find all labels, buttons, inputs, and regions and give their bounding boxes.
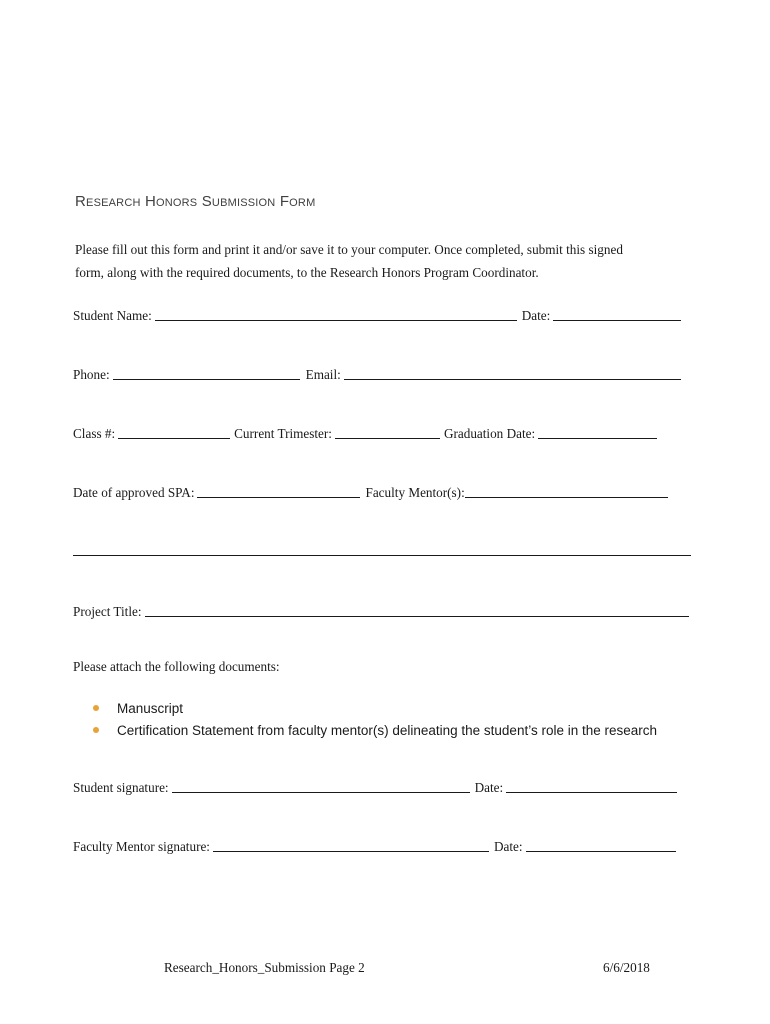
mentor-signature-date-label: Date: [493, 839, 523, 854]
student-signature-field[interactable] [172, 780, 470, 793]
student-name-field[interactable] [155, 308, 517, 321]
student-name-label: Student Name: [73, 308, 152, 323]
date-field[interactable] [553, 308, 681, 321]
phone-email-row [73, 363, 681, 383]
faculty-mentor-signature-label: Faculty Mentor signature: [73, 839, 210, 854]
project-title-field[interactable] [145, 604, 689, 617]
phone-label: Phone: [73, 367, 110, 382]
faculty-mentor-signature-field[interactable] [213, 839, 489, 852]
student-signature-date-field[interactable] [506, 780, 677, 793]
email-field[interactable] [344, 367, 681, 380]
list-item [93, 719, 657, 741]
graduation-date-field[interactable] [538, 426, 657, 439]
intro-line-2: form, along with the required documents, to the Research Honors Program Coordinator. [75, 265, 539, 280]
attachment-certification-statement: Certification Statement from faculty mentor(s) delineating the student’s role in the research [117, 722, 658, 738]
intro-text [75, 238, 705, 284]
class-number-field[interactable] [118, 426, 230, 439]
mentor-signature-row [73, 835, 676, 855]
current-trimester-label: Current Trimester: [234, 426, 332, 441]
student-signature-row [73, 776, 677, 796]
faculty-mentors-continuation-field[interactable] [73, 555, 691, 556]
bullet-icon [93, 705, 99, 711]
student-name-row [73, 304, 681, 324]
spa-mentor-row [73, 481, 668, 501]
attachment-manuscript: Manuscript [117, 700, 184, 716]
mentor-signature-date-field[interactable] [526, 839, 676, 852]
approved-spa-date-field[interactable] [197, 485, 360, 498]
email-label: Email: [305, 367, 341, 382]
project-title-label: Project Title: [73, 604, 142, 619]
class-number-label: Class #: [73, 426, 116, 441]
faculty-mentors-label: Faculty Mentor(s): [365, 485, 465, 500]
form-title: Research Honors Submission Form [75, 193, 316, 210]
list-item [93, 697, 657, 719]
intro-line-1: Please fill out this form and print it and/or save it to your computer. Once completed, submit this signed [75, 242, 623, 257]
class-row [73, 422, 657, 442]
attachments-heading: Please attach the following documents: [73, 659, 280, 674]
date-label: Date: [521, 308, 551, 323]
faculty-mentors-field[interactable] [465, 485, 668, 498]
graduation-date-label: Graduation Date: [443, 426, 536, 441]
project-title-row [73, 600, 689, 620]
student-signature-date-label: Date: [474, 780, 504, 795]
approved-spa-date-label: Date of approved SPA: [73, 485, 195, 500]
bullet-icon [93, 727, 99, 733]
footer-date: 6/6/2018 [603, 960, 650, 975]
footer-document-name: Research_Honors_Submission Page 2 [164, 960, 365, 975]
attachments-list [93, 697, 657, 741]
phone-field[interactable] [113, 367, 300, 380]
current-trimester-field[interactable] [335, 426, 440, 439]
student-signature-label: Student signature: [73, 780, 169, 795]
